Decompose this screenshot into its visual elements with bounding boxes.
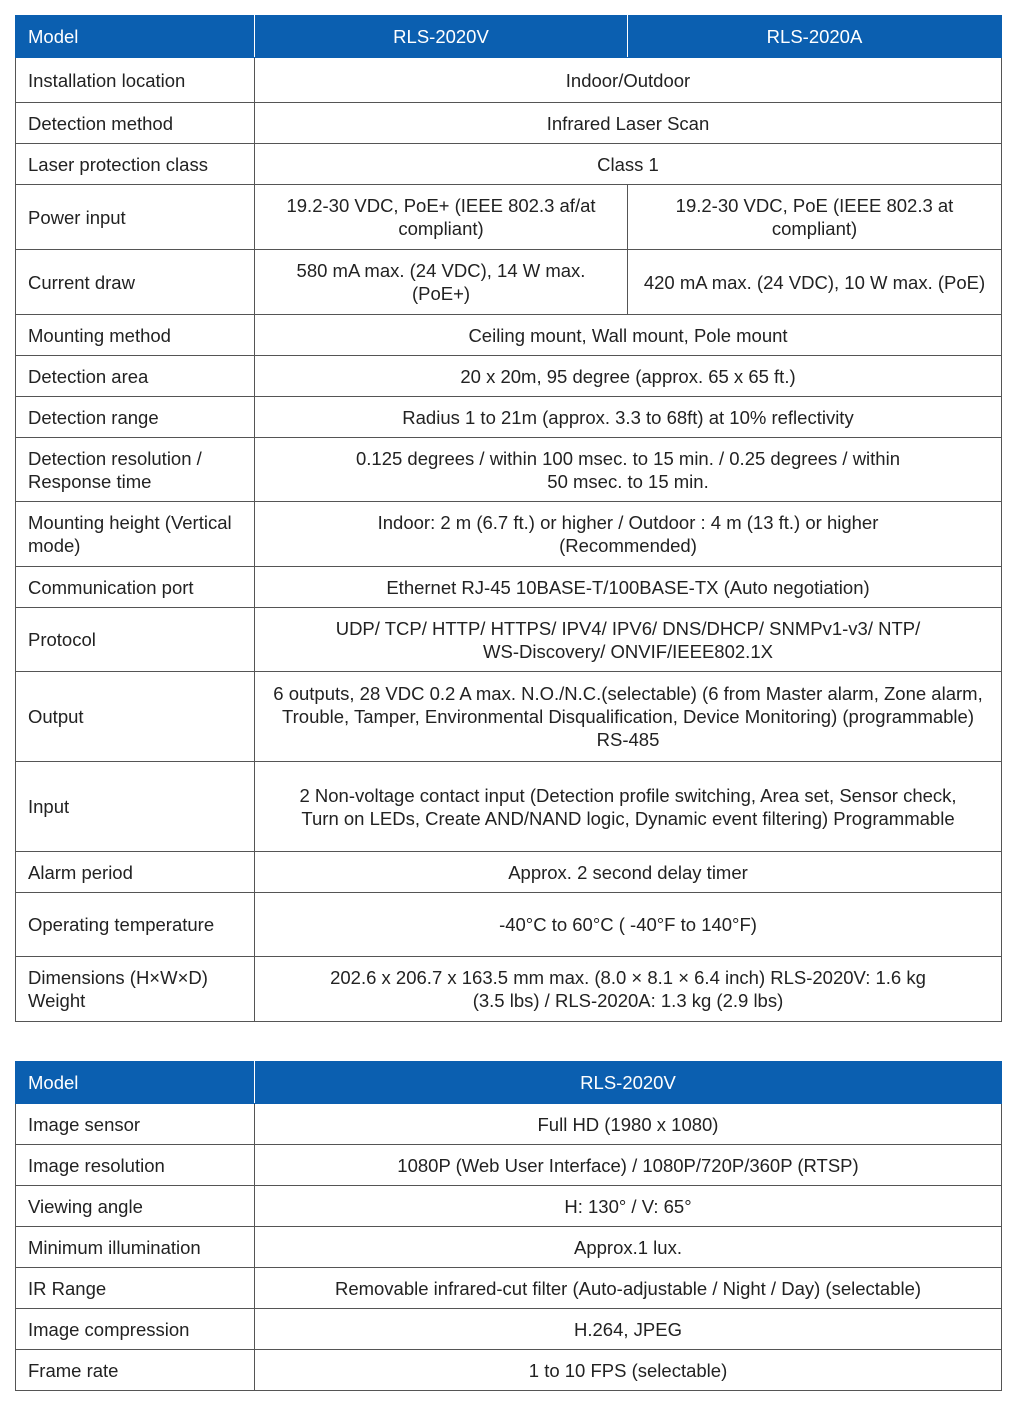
table-row bbox=[16, 250, 1002, 315]
row-value-a: 420 mA max. (24 VDC), 10 W max. (PoE) bbox=[628, 250, 1002, 315]
row-value: 6 outputs, 28 VDC 0.2 A max. N.O./N.C.(selectable) (6 from Master alarm, Zone alarm, Trouble, Tamper, Environmental Disqualification, Device Monitoring) (programmable) RS-485 bbox=[255, 672, 1002, 762]
row-value: 0.125 degrees / within 100 msec. to 15 min. / 0.25 degrees / within 50 msec. to 15 min. bbox=[255, 438, 1002, 502]
row-label: Laser protection class bbox=[16, 144, 255, 185]
header-model-a: RLS-2020A bbox=[628, 16, 1002, 58]
camera-spec-table bbox=[15, 1061, 1002, 1391]
table-row bbox=[16, 1145, 1002, 1186]
table-row bbox=[16, 103, 1002, 144]
row-label: Viewing angle bbox=[16, 1186, 255, 1227]
row-label: Input bbox=[16, 762, 255, 852]
row-label: Detection area bbox=[16, 356, 255, 397]
row-value: Radius 1 to 21m (approx. 3.3 to 68ft) at 10% reflectivity bbox=[255, 397, 1002, 438]
row-label: Operating temperature bbox=[16, 893, 255, 957]
row-value: 2 Non-voltage contact input (Detection profile switching, Area set, Sensor check, Turn on LEDs, Create AND/NAND logic, Dynamic event filtering) Programmable bbox=[255, 762, 1002, 852]
table-row bbox=[16, 852, 1002, 893]
row-label: Output bbox=[16, 672, 255, 762]
row-value: H: 130° / V: 65° bbox=[255, 1186, 1002, 1227]
row-value: Class 1 bbox=[255, 144, 1002, 185]
row-label: Current draw bbox=[16, 250, 255, 315]
table-row bbox=[16, 144, 1002, 185]
row-value: Removable infrared-cut filter (Auto-adjustable / Night / Day) (selectable) bbox=[255, 1268, 1002, 1309]
table-row bbox=[16, 397, 1002, 438]
table-row bbox=[16, 315, 1002, 356]
row-label: Installation location bbox=[16, 58, 255, 103]
row-value: Approx. 2 second delay timer bbox=[255, 852, 1002, 893]
row-value-a: 19.2-30 VDC, PoE (IEEE 802.3 at compliant) bbox=[628, 185, 1002, 250]
table-row bbox=[16, 1186, 1002, 1227]
row-value: 1 to 10 FPS (selectable) bbox=[255, 1350, 1002, 1391]
row-label: Minimum illumination bbox=[16, 1227, 255, 1268]
row-value: Full HD (1980 x 1080) bbox=[255, 1104, 1002, 1145]
row-label: Frame rate bbox=[16, 1350, 255, 1391]
table-row bbox=[16, 1350, 1002, 1391]
header-label: Model bbox=[16, 1062, 255, 1104]
row-value: -40°C to 60°C ( -40°F to 140°F) bbox=[255, 893, 1002, 957]
row-label: Dimensions (H×W×D) Weight bbox=[16, 957, 255, 1022]
table-row bbox=[16, 58, 1002, 103]
row-label: Image sensor bbox=[16, 1104, 255, 1145]
table-row bbox=[16, 185, 1002, 250]
table-row bbox=[16, 672, 1002, 762]
table-row bbox=[16, 567, 1002, 608]
table-row bbox=[16, 957, 1002, 1022]
table-row bbox=[16, 608, 1002, 672]
row-label: Power input bbox=[16, 185, 255, 250]
row-value-v: 19.2-30 VDC, PoE+ (IEEE 802.3 af/at compliant) bbox=[255, 185, 628, 250]
table-header-row bbox=[16, 16, 1002, 58]
row-label: Communication port bbox=[16, 567, 255, 608]
row-label: Mounting height (Vertical mode) bbox=[16, 502, 255, 567]
table-row bbox=[16, 438, 1002, 502]
row-value: UDP/ TCP/ HTTP/ HTTPS/ IPV4/ IPV6/ DNS/DHCP/ SNMPv1-v3/ NTP/ WS-Discovery/ ONVIF/IEEE802.1X bbox=[255, 608, 1002, 672]
row-value: Indoor: 2 m (6.7 ft.) or higher / Outdoor : 4 m (13 ft.) or higher (Recommended) bbox=[255, 502, 1002, 567]
row-label: Alarm period bbox=[16, 852, 255, 893]
table-row bbox=[16, 1104, 1002, 1145]
header-model: RLS-2020V bbox=[255, 1062, 1002, 1104]
row-value: Ethernet RJ-45 10BASE-T/100BASE-TX (Auto negotiation) bbox=[255, 567, 1002, 608]
row-value: 202.6 x 206.7 x 163.5 mm max. (8.0 × 8.1 × 6.4 inch) RLS-2020V: 1.6 kg (3.5 lbs) / RLS-2020A: 1.3 kg (2.9 lbs) bbox=[255, 957, 1002, 1022]
row-label: Protocol bbox=[16, 608, 255, 672]
row-value: Approx.1 lux. bbox=[255, 1227, 1002, 1268]
row-label: Mounting method bbox=[16, 315, 255, 356]
table-row bbox=[16, 356, 1002, 397]
table-row bbox=[16, 762, 1002, 852]
table-row bbox=[16, 1227, 1002, 1268]
table-row bbox=[16, 1268, 1002, 1309]
row-value: 1080P (Web User Interface) / 1080P/720P/360P (RTSP) bbox=[255, 1145, 1002, 1186]
table-row bbox=[16, 1309, 1002, 1350]
table-row bbox=[16, 893, 1002, 957]
row-value: Indoor/Outdoor bbox=[255, 58, 1002, 103]
header-model-v: RLS-2020V bbox=[255, 16, 628, 58]
laser-spec-table bbox=[15, 15, 1002, 1022]
table-row bbox=[16, 502, 1002, 567]
row-label: Image resolution bbox=[16, 1145, 255, 1186]
row-label: Image compression bbox=[16, 1309, 255, 1350]
row-value: Infrared Laser Scan bbox=[255, 103, 1002, 144]
row-label: Detection method bbox=[16, 103, 255, 144]
table-header-row bbox=[16, 1062, 1002, 1104]
row-value-v: 580 mA max. (24 VDC), 14 W max. (PoE+) bbox=[255, 250, 628, 315]
row-label: Detection range bbox=[16, 397, 255, 438]
row-value: 20 x 20m, 95 degree (approx. 65 x 65 ft.) bbox=[255, 356, 1002, 397]
row-value: H.264, JPEG bbox=[255, 1309, 1002, 1350]
row-label: Detection resolution / Response time bbox=[16, 438, 255, 502]
row-value: Ceiling mount, Wall mount, Pole mount bbox=[255, 315, 1002, 356]
header-label: Model bbox=[16, 16, 255, 58]
row-label: IR Range bbox=[16, 1268, 255, 1309]
